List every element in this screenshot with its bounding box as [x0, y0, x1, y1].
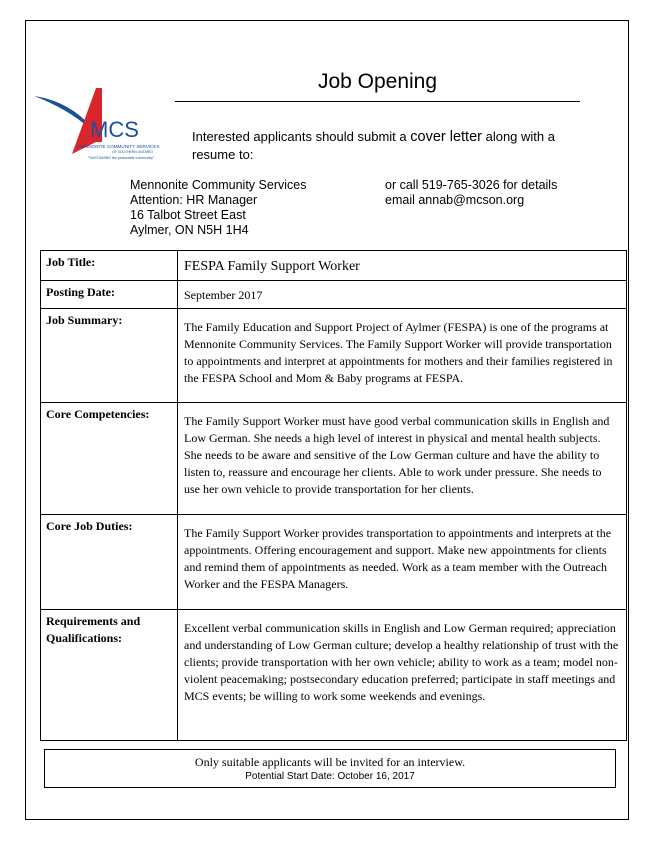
footer-box — [44, 749, 616, 788]
posting-date-row — [41, 281, 627, 309]
address-line-3: 16 Talbot Street East — [130, 208, 246, 222]
intro-emphasis: cover letter — [410, 129, 482, 145]
core-competencies-value: The Family Support Worker must have good verbal communication skills in English and Low German. She needs a high level of interest in physical and mental health subjects. She needs to be aware and sensitive of the Low German culture and have the ability to listen to, reassure and encourage her clients. Able to work under pressure. She needs to use her own vehicle to provide transportation for her clients. — [184, 414, 610, 496]
footer-line-2: Potential Start Date: October 16, 2017 — [245, 771, 415, 782]
requirements-row — [41, 610, 627, 741]
contact-phone: or call 519-765-3026 for details — [385, 178, 558, 192]
posting-date-value: September 2017 — [178, 281, 627, 309]
core-competencies-label: Core Competencies: — [41, 403, 178, 515]
contact-email: email annab@mcson.org — [385, 193, 525, 207]
core-duties-row — [41, 515, 627, 610]
core-duties-label: Core Job Duties: — [41, 515, 178, 610]
requirements-label: Requirements and Qualifications: — [41, 610, 178, 741]
mcs-logo — [32, 86, 172, 166]
intro-part-1: Interested applicants should submit a — [192, 129, 411, 144]
intro-part-2: along with a resume to: — [192, 129, 555, 162]
logo-tagline: "SUSTAINING the peaceable community" — [88, 156, 155, 160]
footer-line-1: Only suitable applicants will be invited for an interview. — [194, 755, 466, 769]
core-duties-value: The Family Support Worker provides transportation to appointments and interprets at the appointments. Offering encouragement and support. Make new appointments for clients and remind them of appointments as needed. Work as a team member with the Outreach Worker and the FESPA Managers. — [184, 526, 612, 591]
address-line-2: Attention: HR Manager — [130, 193, 258, 207]
posting-date-label: Posting Date: — [41, 281, 178, 309]
core-competencies-row — [41, 403, 627, 515]
intro-text — [192, 128, 592, 163]
job-summary-row — [41, 309, 627, 403]
title-underline — [175, 101, 580, 102]
job-title-row — [41, 251, 627, 281]
logo-region: OF SOUTHERN ONTARIO — [112, 150, 153, 154]
job-title-value: FESPA Family Support Worker — [178, 251, 627, 281]
job-summary-label: Job Summary: — [41, 309, 178, 403]
mailing-address — [130, 178, 380, 238]
page-title: Job Opening — [317, 70, 438, 93]
job-summary-value: The Family Education and Support Project of Aylmer (FESPA) is one of the programs at Mennonite Community Services. The Family Support Worker will provide transportation to appointments and interpret at appointments for mothers and their families registered in the FESPA School and Mom & Baby programs at FESPA. — [184, 320, 613, 385]
address-line-4: Aylmer, ON N5H 1H4 — [130, 223, 249, 237]
contact-info — [385, 178, 615, 208]
requirements-value: Excellent verbal communication skills in English and Low German required; appreciation and understanding of Low German culture; develop a healthy relationship of trust with the clients; provide transportation with her own vehicle; ability to work as a team; model non-violent peacemaking; postsecondary education preferred; participate in staff meetings and MCS events; be willing to work some weekends and evenings. — [184, 621, 619, 703]
job-details-table — [40, 250, 627, 741]
logo-org: MENNONITE COMMUNITY SERVICES — [78, 144, 160, 149]
logo-name: MCS — [90, 117, 139, 142]
address-line-1: Mennonite Community Services — [130, 178, 307, 192]
job-title-label: Job Title: — [41, 251, 178, 281]
